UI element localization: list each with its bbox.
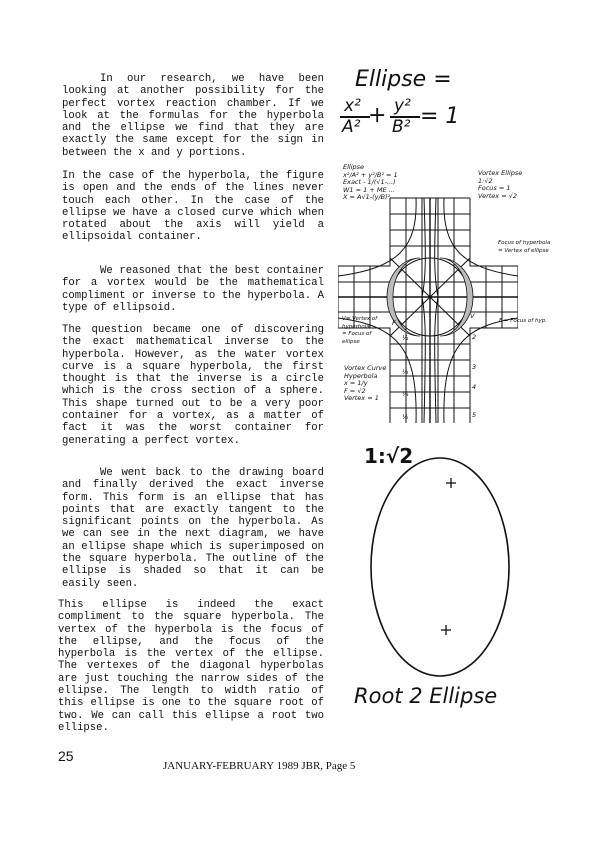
label-2: 2 — [472, 333, 477, 341]
label-3: 3 — [472, 363, 477, 371]
label-fifth: ⅕ — [402, 413, 409, 421]
ellipse-heading: Ellipse = — [355, 67, 452, 92]
paragraph-best-container: We reasoned that the best container for a vortex would be the mathematical compliment or inverse to the hyperbola. A type of ellipsoid. — [62, 265, 324, 314]
formula-num-x: x² — [344, 96, 361, 116]
paragraph-drawing-board: We went back to the drawing board and finally derived the exact inverse form. This form is an ellipse that has points that are exactly tangent to the significant points on the hyperbola. As we can see in the next diagram, we have an ellipse shape which is superimposed on the square hyperbola. The outline of the ellipse is shaded so that it can be easily seen. — [62, 467, 324, 590]
footer-issue: JANUARY-FEBRUARY 1989 JBR, Page 5 — [163, 760, 356, 772]
formula-num-y: y² — [394, 96, 411, 116]
paragraph-compliment: This ellipse is indeed the exact compliment to the square hyperbola. The vertex of the hyperbola is the focus of the ellipse, and the focus of the hyperbola is the vertex of the ellipse. The vertexes of the diagonal hyperbolas are just touching the narrow sides of the ellipse. The length to width ratio of this ellipse is one to the square root of two. We can call this ellipse a root two ellipse. — [58, 599, 324, 734]
ellipse-focus-marks — [441, 478, 456, 635]
formula-plus: + — [368, 103, 387, 128]
label-half: ½ — [402, 334, 409, 342]
paragraph-hyperbola-case: In the case of the hyperbola, the figure is open and the ends of the lines never touch each other. In the case of the ellipse we have a closed curve which when rotated about the axis will yield a ellipsoidal container. — [62, 170, 324, 244]
label-quarter: ¼ — [402, 390, 409, 398]
label-v: V — [470, 312, 475, 320]
note-vertex-hyperbola: V= Vertex of hyperbola = Focus of ellipse — [342, 316, 378, 345]
root2-ellipse — [368, 452, 518, 682]
paragraph-research: In our research, we have been looking at another possibility for the perfect vortex reaction chamber. If we look at the formulas for the hyperbola and the ellipse we find that they are exactly the same except for the sign in between the x and y portions. — [62, 73, 324, 159]
note-ellipse-formula: Ellipse x²/A² + y²/B² = 1 Exact - 1/(√1-...) W1 = 1 + ME ... X = A√1-(y/B)² — [343, 163, 398, 201]
ratio-label: 1:√2 — [364, 444, 414, 468]
label-4: 4 — [472, 383, 477, 391]
formula-den-b: B² — [392, 117, 411, 137]
paragraph-question: The question became one of discovering the exact mathematical inverse to the hyperbola. However, as the water vortex curve is a square hyperbola, the first thought is that the inverse is a circle which is the cross section of a sphere. This shape turned out to be a very poor container for a vortex, as a matter of fact it was the worst container for generating a perfect vortex. — [62, 324, 324, 447]
label-f: F — [392, 319, 396, 327]
formula-equals: = 1 — [420, 104, 460, 129]
label-third: ⅓ — [402, 368, 409, 376]
label-5: 5 — [472, 411, 477, 419]
page-number: 25 — [58, 748, 74, 764]
note-focus-hyperbola: Focus of hyperbola = Vertex of ellipse — [498, 240, 551, 254]
note-vortex-curve: Vortex Curve Hyperbola x = 1/y F = √2 Vertex = 1 — [344, 364, 387, 402]
root2-ellipse-caption: Root 2 Ellipse — [354, 684, 498, 708]
note-focus-hyp: F = Focus of hyp. — [499, 318, 547, 324]
note-vortex-ellipse: Vortex Ellipse 1:√2 Focus = 1 Vertex = √2 — [478, 169, 523, 200]
formula-den-a: A² — [342, 117, 361, 137]
